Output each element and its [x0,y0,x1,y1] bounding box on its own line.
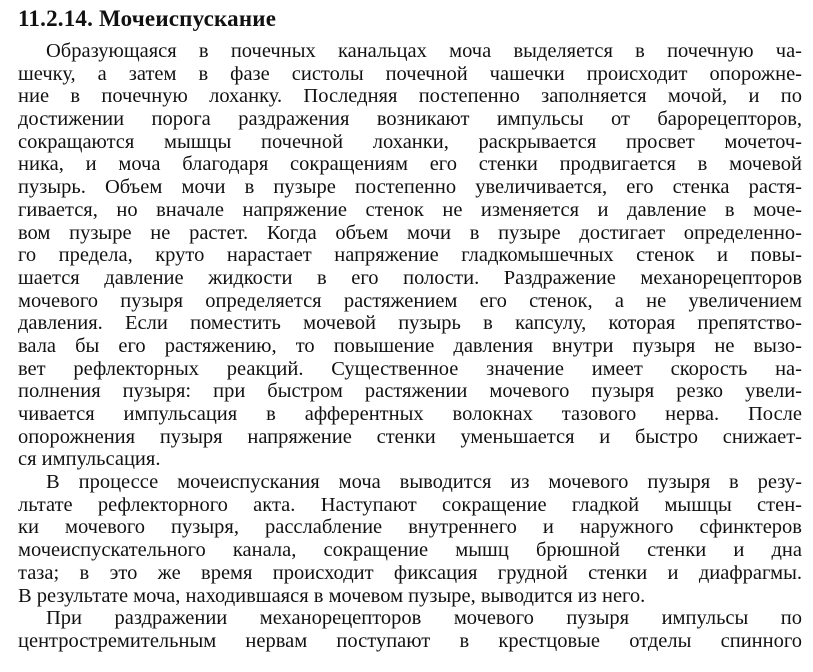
text-line: При раздражении механорецепторов мочевого пузыря импульсы по [46,607,802,630]
text-line: ника, и моча благодаря сокращениям его стенки продвигается в мочевой [18,153,802,176]
text-line: мочеиспускательного канала, сокращение мышц брюшной стенки и дна [18,539,802,562]
text-line: вет рефлекторных реакций. Существенное значение имеет скорость на- [18,357,802,380]
text-line: льтате рефлекторного акта. Наступают сокращение гладкой мышцы стен- [18,493,802,516]
text-line: достижении порога раздражения возникают импульсы от барорецепторов, [18,108,802,131]
text-line: центростремительным нервам поступают в крестцовые отделы спинного [18,629,802,652]
text-line: ки мочевого пузыря, расслабление внутреннего и наружного сфинктеров [18,516,802,539]
section-heading: 11.2.14. Мочеиспускание [18,6,277,31]
text-line: Образующаяся в почечных канальцах моча выделяется в почечную ча- [46,40,802,62]
text-line: давления. Если поместить мочевой пузырь в капсулу, которая препятство- [18,312,802,335]
text-line: го предела, круто нарастает напряжение гладкомышечных стенок и повы- [18,244,802,267]
paragraph [18,40,802,471]
text-line: ся импульсация. [18,448,161,471]
text-line: чивается импульсация в афферентных волокнах тазового нерва. После [18,403,802,425]
text-line: вала бы его растяжению, то повышение давления внутри пузыря не вызо- [18,334,802,357]
paragraph [18,607,802,652]
paragraph [18,471,802,607]
text-line: полнения пузыря: при быстром растяжении мочевого пузыря резко увели- [18,380,802,403]
text-line: В процессе мочеиспускания моча выводится из мочевого пузыря в резу- [46,471,802,494]
text-line: таза; в это же время происходит фиксация грудной стенки и диафрагмы. [18,561,802,584]
text-line: шается давление жидкости в его полости. Раздражение механорецепторов [18,266,802,289]
text-line: вом пузыре не растет. Когда объем мочи в пузыре достигает определенно- [18,221,802,244]
text-line: ние в почечную лоханку. Последняя постепенно заполняется мочой, и по [18,85,802,108]
text-line: пузырь. Объем мочи в пузыре постепенно увеличивается, его стенка растя- [18,176,802,199]
text-line: мочевого пузыря определяется растяжением его стенок, а не увеличением [18,289,802,312]
text-line: сокращаются мышцы почечной лоханки, раскрывается просвет мочеточ- [18,130,802,153]
text-line: опорожнения пузыря напряжение стенки уменьшается и быстро снижает- [18,425,802,448]
text-line: шечку, а затем в фазе систолы почечной чашечки происходит опорожне- [18,62,802,85]
text-line: В результате моча, находившаяся в мочевом пузыре, выводится из него. [18,584,646,607]
text-line: гивается, но вначале напряжение стенок не изменяется и давление в моче- [18,198,802,221]
document-page [18,4,802,653]
document-body [18,40,802,653]
